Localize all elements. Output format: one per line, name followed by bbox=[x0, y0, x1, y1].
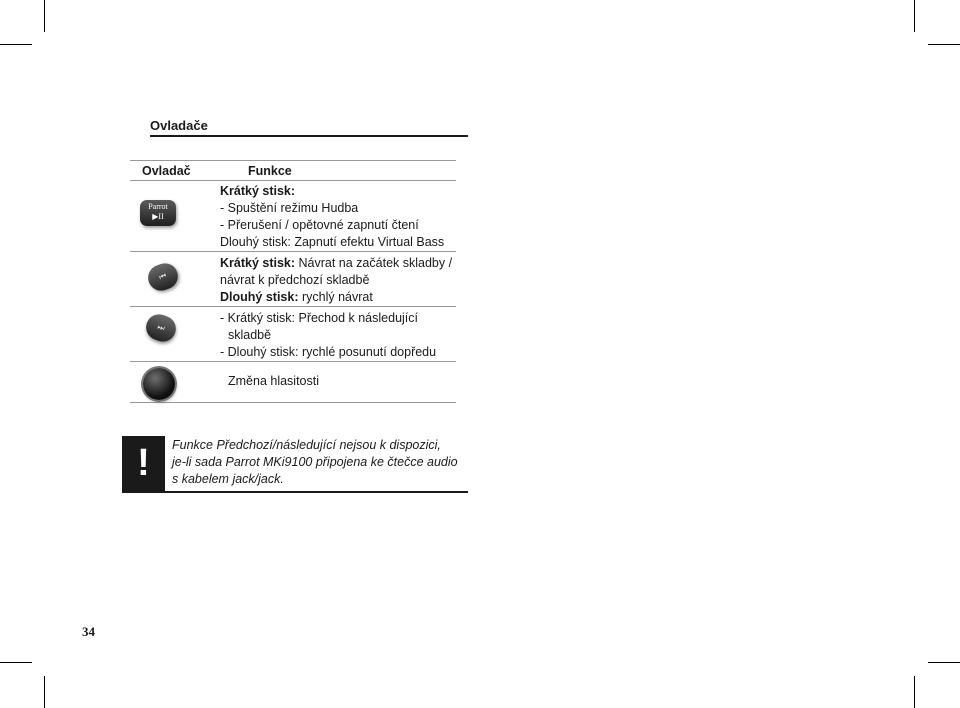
note-box bbox=[122, 436, 468, 493]
crop-mark bbox=[44, 0, 45, 32]
crop-mark bbox=[928, 662, 960, 663]
previous-track-icon: ⏮ bbox=[144, 260, 181, 295]
control-cell bbox=[130, 180, 215, 251]
button-glyph: ▶II bbox=[152, 212, 164, 221]
function-cell bbox=[220, 255, 460, 306]
section-title: Ovladače bbox=[150, 118, 468, 137]
next-track-icon: ⏭ bbox=[142, 311, 179, 346]
column-header-control: Ovladač bbox=[142, 164, 191, 178]
crop-mark bbox=[928, 44, 960, 45]
table-header bbox=[130, 160, 456, 181]
long-press-label: Dlouhý stisk: bbox=[220, 290, 299, 304]
short-press-text: Návrat na začátek skladby / návrat k předchozí skladbě bbox=[220, 256, 453, 287]
crop-mark bbox=[914, 676, 915, 708]
function-line: - Krátký stisk: Přechod k následující bbox=[220, 311, 418, 325]
long-press-text: rychlý návrat bbox=[298, 290, 373, 304]
page-number: 34 bbox=[82, 624, 95, 639]
column-header-function: Funkce bbox=[248, 164, 292, 178]
control-cell bbox=[130, 362, 215, 402]
function-line: - Přerušení / opětovné zapnutí čtení bbox=[220, 218, 419, 232]
note-line: je-li sada Parrot MKi9100 připojena ke čtečce audio bbox=[172, 455, 458, 469]
exclamation-icon: ! bbox=[122, 436, 165, 491]
table-row bbox=[130, 180, 456, 252]
control-cell bbox=[130, 252, 215, 306]
function-line: Dlouhý stisk: Zapnutí efektu Virtual Bass bbox=[220, 235, 445, 249]
table-row bbox=[130, 252, 456, 307]
crop-mark bbox=[0, 44, 32, 45]
short-press-label: Krátký stisk: bbox=[220, 256, 296, 270]
crop-mark bbox=[0, 662, 32, 663]
control-cell bbox=[130, 307, 215, 361]
function-line: Krátký stisk: bbox=[220, 184, 296, 198]
note-line: s kabelem jack/jack. bbox=[172, 472, 284, 486]
note-line: Funkce Předchozí/následující nejsou k dispozici, bbox=[172, 438, 441, 452]
note-text bbox=[172, 437, 468, 488]
function-line: - Spuštění režimu Hudba bbox=[220, 201, 359, 215]
crop-mark bbox=[914, 0, 915, 32]
function-line: skladbě bbox=[228, 328, 272, 342]
button-brand: Parrot bbox=[148, 202, 168, 211]
function-cell bbox=[220, 373, 460, 390]
function-cell bbox=[220, 183, 460, 251]
table-row bbox=[130, 362, 456, 403]
function-line: - Dlouhý stisk: rychlé posunutí dopředu bbox=[220, 345, 437, 359]
parrot-play-pause-icon bbox=[140, 200, 176, 226]
function-cell bbox=[220, 310, 460, 361]
function-line: Změna hlasitosti bbox=[228, 374, 320, 388]
table-row bbox=[130, 307, 456, 362]
volume-knob-icon bbox=[143, 368, 175, 400]
crop-mark bbox=[44, 676, 45, 708]
